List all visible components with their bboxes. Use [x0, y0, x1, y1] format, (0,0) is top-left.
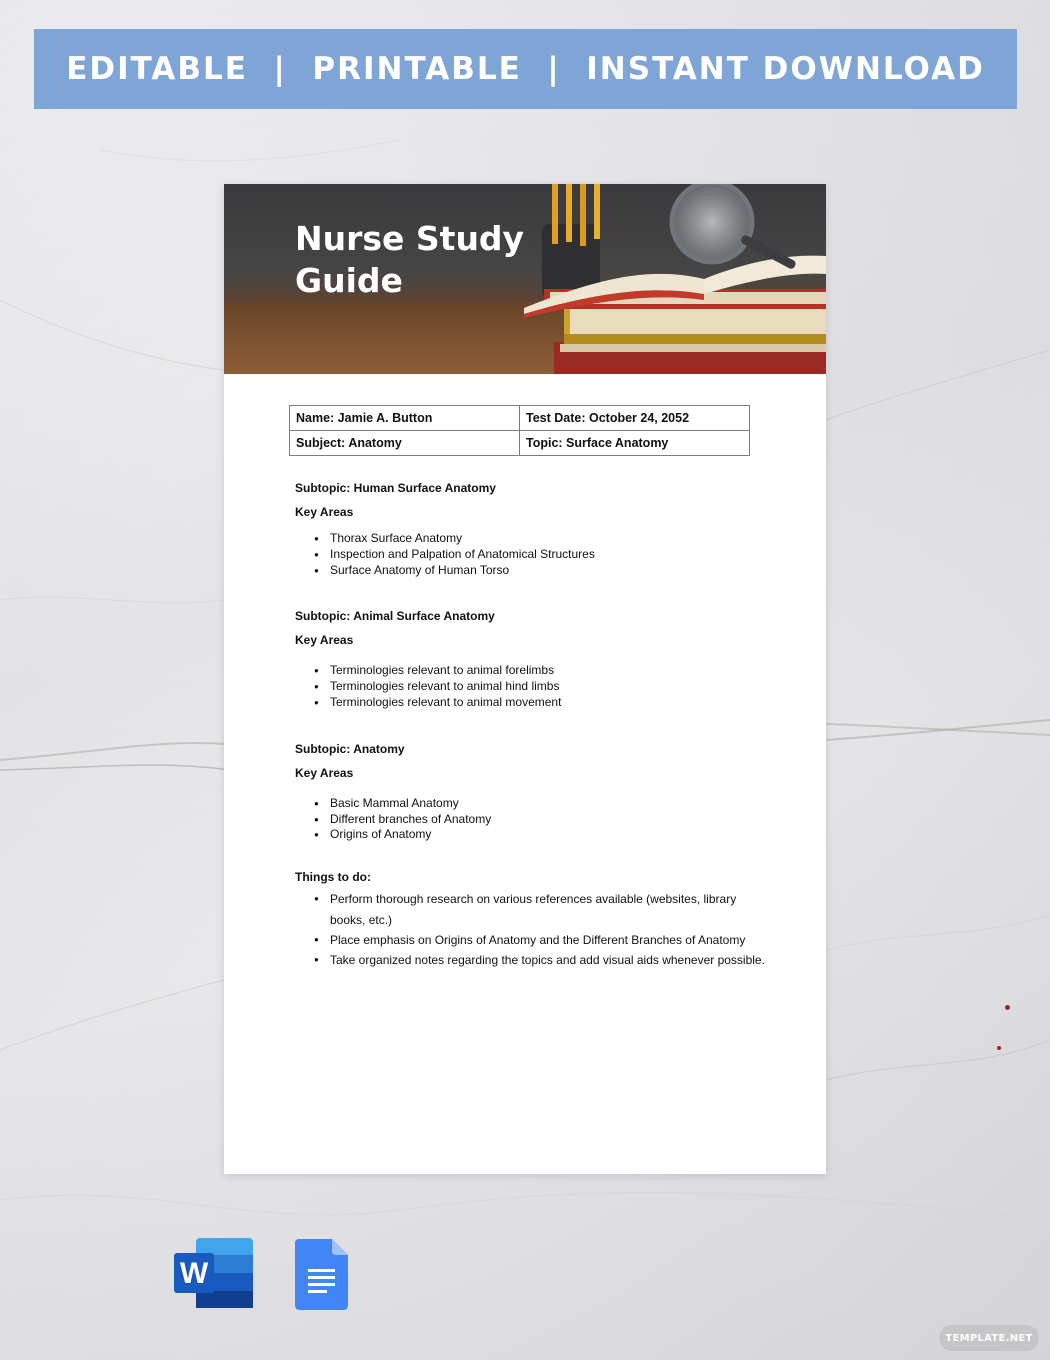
banner-text: EDITABLE | PRINTABLE | INSTANT DOWNLOAD [66, 51, 985, 87]
name-cell: Name: Jamie A. Button [290, 406, 520, 431]
list-item: ● Terminologies relevant to animal forelimbs [314, 663, 765, 679]
document-title: Nurse Study Guide [295, 219, 525, 300]
key-areas-list [314, 663, 765, 710]
key-areas-list [314, 531, 765, 578]
things-to-do-heading: Things to do: [295, 870, 371, 885]
list-item: ● Basic Mammal Anatomy [314, 796, 765, 812]
template-net-badge[interactable]: TEMPLATE.NET [939, 1325, 1039, 1351]
list-item: ● Perform thorough research on various references available (websites, library books, etc.) [314, 889, 765, 930]
microsoft-word-icon[interactable] [174, 1238, 254, 1308]
topic-cell: Topic: Surface Anatomy [520, 431, 750, 456]
decorative-spot [1005, 1005, 1010, 1010]
key-areas-label: Key Areas [295, 505, 354, 519]
table-row [290, 406, 750, 431]
list-item: ● Surface Anatomy of Human Torso [314, 563, 765, 579]
list-item: ● Different branches of Anatomy [314, 812, 765, 828]
list-item: ● Inspection and Palpation of Anatomical Structures [314, 547, 765, 563]
document-page [224, 184, 826, 1174]
subtopic-heading: Subtopic: Animal Surface Anatomy [295, 609, 495, 624]
google-docs-icon[interactable] [295, 1239, 348, 1310]
hero-image [224, 184, 826, 374]
key-areas-list [314, 796, 765, 843]
list-item: ● Terminologies relevant to animal movement [314, 695, 765, 711]
subtopic-heading: Subtopic: Anatomy [295, 741, 405, 756]
document-content [295, 480, 765, 971]
top-banner [34, 29, 1017, 109]
things-to-do-list [314, 889, 765, 971]
key-areas-label: Key Areas [295, 633, 354, 648]
list-item: ● Thorax Surface Anatomy [314, 531, 765, 547]
list-item: ● Take organized notes regarding the topics and add visual aids whenever possible. [314, 950, 765, 970]
subject-cell: Subject: Anatomy [290, 431, 520, 456]
svg-text:W: W [179, 1257, 209, 1290]
info-table [289, 405, 750, 456]
list-item: ● Terminologies relevant to animal hind limbs [314, 679, 765, 695]
decorative-spot [997, 1046, 1001, 1050]
list-item: ● Place emphasis on Origins of Anatomy and the Different Branches of Anatomy [314, 930, 765, 950]
test-date-cell: Test Date: October 24, 2052 [520, 406, 750, 431]
key-areas-label: Key Areas [295, 765, 354, 780]
table-row [290, 431, 750, 456]
subtopic-heading: Subtopic: Human Surface Anatomy [295, 481, 496, 495]
list-item: ● Origins of Anatomy [314, 827, 765, 843]
